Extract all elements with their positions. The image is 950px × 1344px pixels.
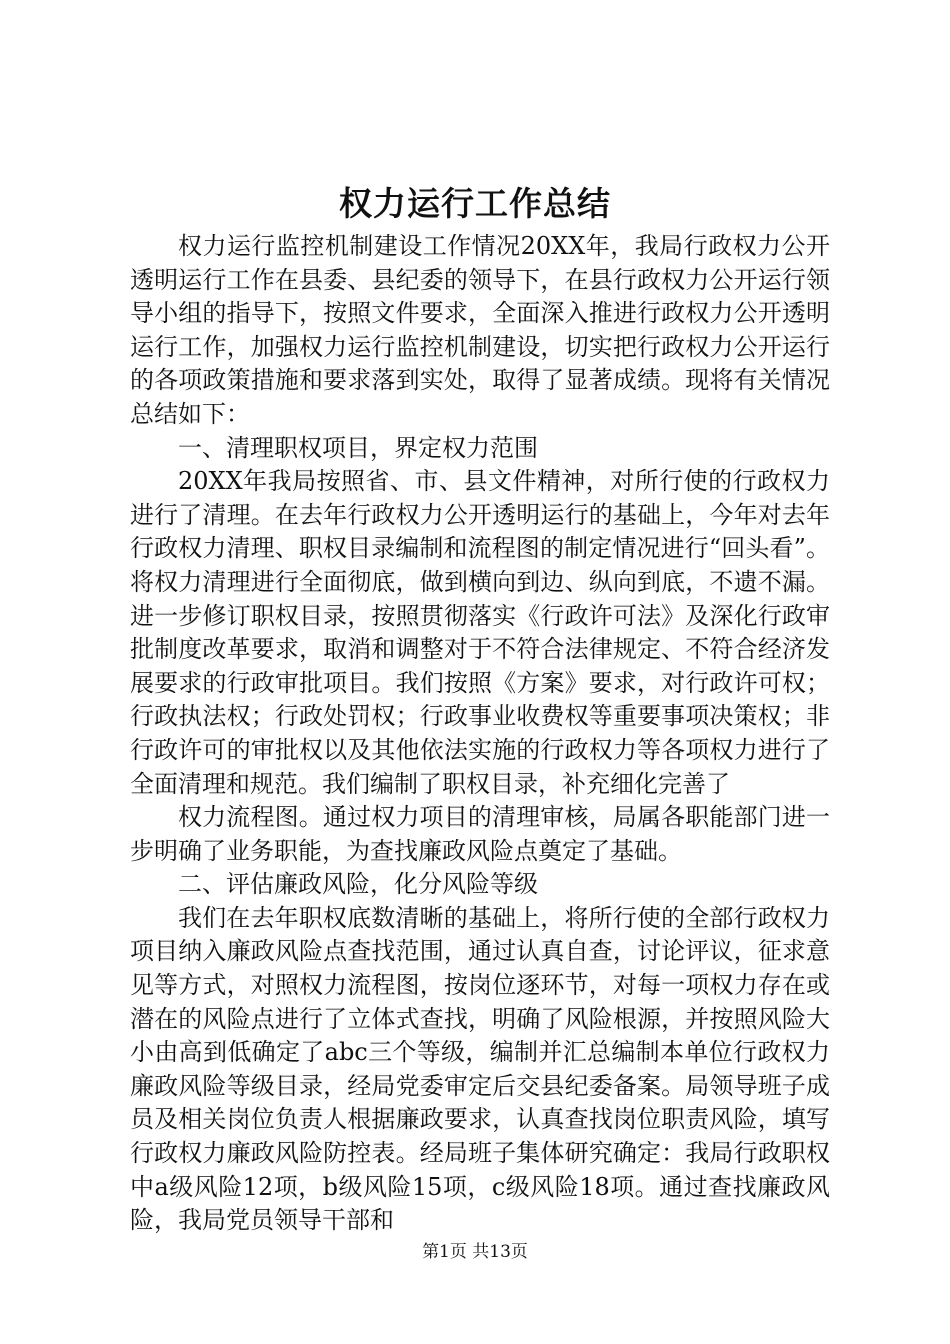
page-number-footer: 第1页 共13页 xyxy=(422,1242,528,1262)
section-heading-1: 一、清理职权项目，界定权力范围 xyxy=(178,433,538,462)
document-title: 权力运行工作总结 xyxy=(339,184,611,223)
paragraph-intro: 权力运行监控机制建设工作情况20XX年，我局行政权力公开透明运行工作在县委、县纪委的领导下，在县行政权力公开运行领导小组的指导下，按照文件要求，全面深入推进行政权力公开透明运行工作，加强权力运行监控机制建设，切实把行政权力公开运行的各项政策措施和要求落到实处，取得了显著成绩。现将有关情况总结如下： xyxy=(130,232,830,428)
paragraph-section-1: 20XX年我局按照省、市、县文件精神，对所行使的行政权力进行了清理。在去年行政权力公开透明运行的基础上，今年对去年行政权力清理、职权目录编制和流程图的制定情况进行“回头看”。将权力清理进行全面彻底，做到横向到边、纵向到底，不遗不漏。进一步修订职权目录，按照贯彻落实《行政许可法》及深化行政审批制度改革要求，取消和调整对于不符合法律规定、不符合经济发展要求的行政审批项目。我们按照《方案》要求，对行政许可权；行政执法权；行政处罚权；行政事业收费权等重要事项决策权；非行政许可的审批权以及其他依法实施的行政权力等各项权力进行了全面清理和规范。我们编制了职权目录，补充细化完善了 xyxy=(130,467,830,798)
document-body xyxy=(130,230,830,1238)
paragraph-section-2: 我们在去年职权底数清晰的基础上，将所行使的全部行政权力项目纳入廉政风险点查找范围，通过认真自查，讨论评议，征求意见等方式，对照权力流程图，按岗位逐环节，对每一项权力存在或潜在的风险点进行了立体式查找，明确了风险根源，并按照风险大小由高到低确定了abc三个等级，编制并汇总编制本单位行政权力廉政风险等级目录，经局党委审定后交县纪委备案。局领导班子成员及相关岗位负责人根据廉政要求，认真查找岗位职责风险，填写行政权力廉政风险防控表。经局班子集体研究确定：我局行政职权中a级风险12项，b级风险15项，c级风险18项。通过查找廉政风险，我局党员领导干部和 xyxy=(130,903,830,1235)
paragraph-section-1-continued: 权力流程图。通过权力项目的清理审核，局属各职能部门进一步明确了业务职能，为查找廉政风险点奠定了基础。 xyxy=(130,803,830,865)
section-heading-2: 二、评估廉政风险，化分风险等级 xyxy=(178,870,538,899)
